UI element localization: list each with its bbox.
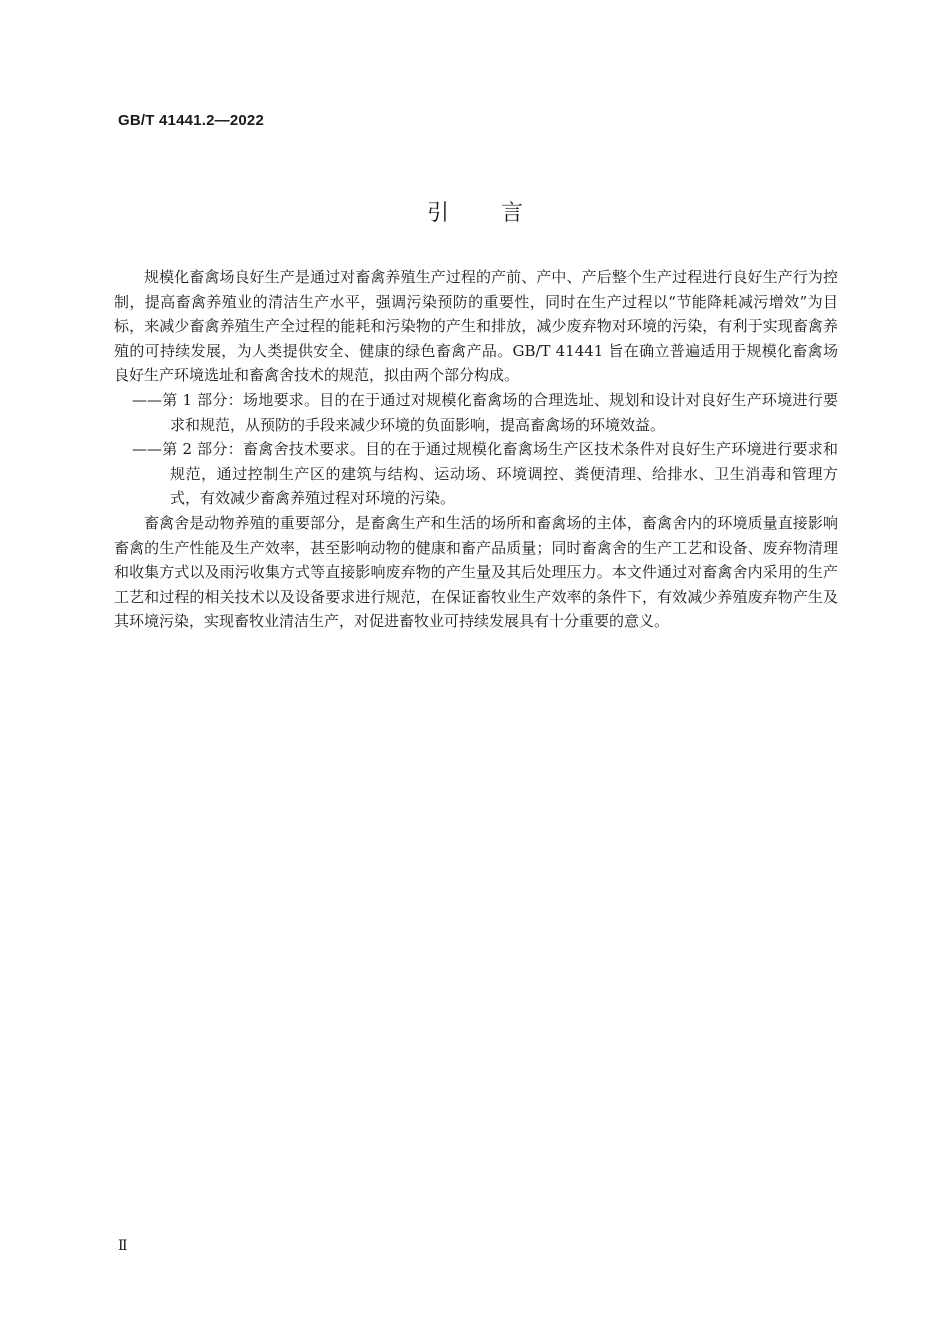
part-list-item-1: ——第 1 部分：场地要求。目的在于通过对规模化畜禽场的合理选址、规划和设计对良好生产环境进行要求和规范，从预防的手段来减少环境的负面影响，提高畜禽场的环境效益。	[132, 390, 838, 434]
section-title: 引言	[426, 201, 575, 226]
introduction-paragraph-2: 畜禽舍是动物养殖的重要部分，是畜禽生产和生活的场所和畜禽场的主体，畜禽舍内的环境质量直接影响畜禽的生产性能及生产效率，甚至影响动物的健康和畜产品质量；同时畜禽舍的生产工艺和设备、废弃物清理和收集方式以及雨污收集方式等直接影响废弃物的产生量及其后处理压力。本文件通过对畜禽舍内采用的生产工艺和过程的相关技术以及设备要求进行规范，在保证畜牧业生产效率的条件下，有效减少养殖废弃物产生及其环境污染，实现畜牧业清洁生产，对促进畜牧业可持续发展具有十分重要的意义。	[114, 513, 838, 631]
standard-number: GB/T 41441.2—2022	[118, 112, 264, 129]
page-number: Ⅱ	[118, 1238, 128, 1254]
introduction-paragraph-1: 规模化畜禽场良好生产是通过对畜禽养殖生产过程的产前、产中、产后整个生产过程进行良好生产行为控制，提高畜禽养殖业的清洁生产水平，强调污染预防的重要性，同时在生产过程以“节能降耗减污增效”为目标，来减少畜禽养殖生产全过程的能耗和污染物的产生和排放，减少废弃物对环境的污染，有利于实现畜禽养殖的可持续发展，为人类提供安全、健康的绿色畜禽产品。GB/T 41441 旨在确立普遍适用于规模化畜禽场良好生产环境选址和畜禽舍技术的规范，拟由两个部分构成。	[114, 268, 838, 385]
body-content	[114, 265, 838, 634]
part-list-item-2: ——第 2 部分：畜禽舍技术要求。目的在于通过规模化畜禽场生产区技术条件对良好生产环境进行要求和规范，通过控制生产区的建筑与结构、运动场、环境调控、粪便清理、给排水、卫生消毒和管理方式，有效减少畜禽养殖过程对环境的污染。	[132, 440, 838, 508]
